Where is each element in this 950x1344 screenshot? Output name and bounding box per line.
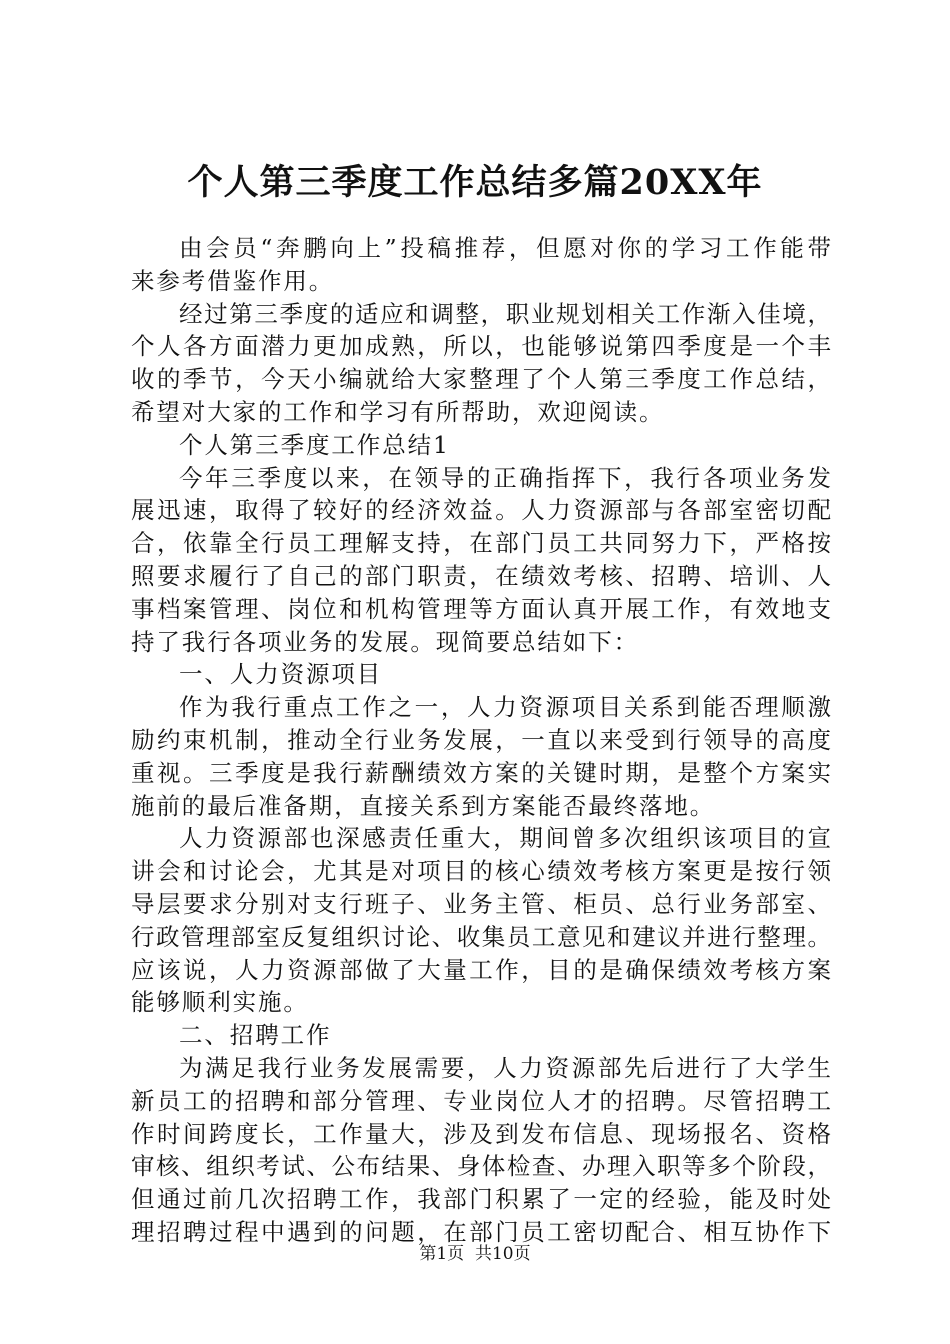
text-line: 展迅速，取得了较好的经济效益。人力资源部与各部室密切配	[131, 496, 831, 525]
text-line: 今年三季度以来，在领导的正确指挥下，我行各项业务发	[179, 463, 831, 492]
text-line: 新员工的招聘和部分管理、专业岗位人才的招聘。尽管招聘工	[131, 1086, 831, 1115]
text-line: 导层要求分别对支行班子、业务主管、柜员、总行业务部室、	[131, 889, 831, 918]
text-line: 事档案管理、岗位和机构管理等方面认真开展工作，有效地支	[131, 594, 831, 623]
text-line: 审核、组织考试、公布结果、身体检查、办理入职等多个阶段，	[131, 1152, 831, 1181]
text-line: 但通过前几次招聘工作，我部门积累了一定的经验，能及时处	[131, 1185, 831, 1214]
document-title: 个人第三季度工作总结多篇20XX年	[187, 162, 763, 203]
text-line: 为满足我行业务发展需要，人力资源部先后进行了大学生	[179, 1053, 831, 1082]
text-line: 一、人力资源项目	[179, 660, 383, 689]
text-line: 希望对大家的工作和学习有所帮助，欢迎阅读。	[131, 397, 665, 426]
text-line: 应该说，人力资源部做了大量工作，目的是确保绩效考核方案	[131, 955, 831, 984]
text-line: 作时间跨度长，工作量大，涉及到发布信息、现场报名、资格	[131, 1119, 831, 1148]
text-line: 来参考借鉴作用。	[131, 266, 335, 295]
text-line: 持了我行各项业务的发展。现简要总结如下：	[131, 627, 639, 656]
text-line: 人力资源部也深感责任重大，期间曾多次组织该项目的宣	[179, 824, 831, 853]
text-line: 合，依靠全行员工理解支持，在部门员工共同努力下，严格按	[131, 529, 831, 558]
text-line: 行政管理部室反复组织讨论、收集员工意见和建议并进行整理。	[131, 922, 831, 951]
page-number-footer: 第1页 共10页	[419, 1244, 531, 1264]
text-line: 施前的最后准备期，直接关系到方案能否最终落地。	[131, 791, 716, 820]
text-line: 个人第三季度工作总结1	[179, 430, 450, 459]
text-line: 励约束机制，推动全行业务发展，一直以来受到行领导的高度	[131, 725, 831, 754]
text-line: 讲会和讨论会，尤其是对项目的核心绩效考核方案更是按行领	[131, 857, 831, 886]
text-line: 能够顺利实施。	[131, 988, 309, 1017]
text-line: 照要求履行了自己的部门职责，在绩效考核、招聘、培训、人	[131, 561, 831, 590]
text-line: 理招聘过程中遇到的问题，在部门员工密切配合、相互协作下	[131, 1217, 831, 1246]
document-body	[131, 232, 831, 1249]
text-line: 重视。三季度是我行薪酬绩效方案的关键时期，是整个方案实	[131, 758, 831, 787]
text-line: 个人各方面潜力更加成熟，所以，也能够说第四季度是一个丰	[131, 332, 831, 361]
text-line: 由会员“奔鹏向上”投稿推荐，但愿对你的学习工作能带	[179, 234, 831, 262]
text-line: 经过第三季度的适应和调整，职业规划相关工作渐入佳境，	[179, 299, 831, 328]
text-line: 作为我行重点工作之一，人力资源项目关系到能否理顺激	[179, 693, 831, 722]
text-line: 二、招聘工作	[179, 1021, 332, 1050]
text-line: 收的季节，今天小编就给大家整理了个人第三季度工作总结，	[131, 365, 831, 394]
